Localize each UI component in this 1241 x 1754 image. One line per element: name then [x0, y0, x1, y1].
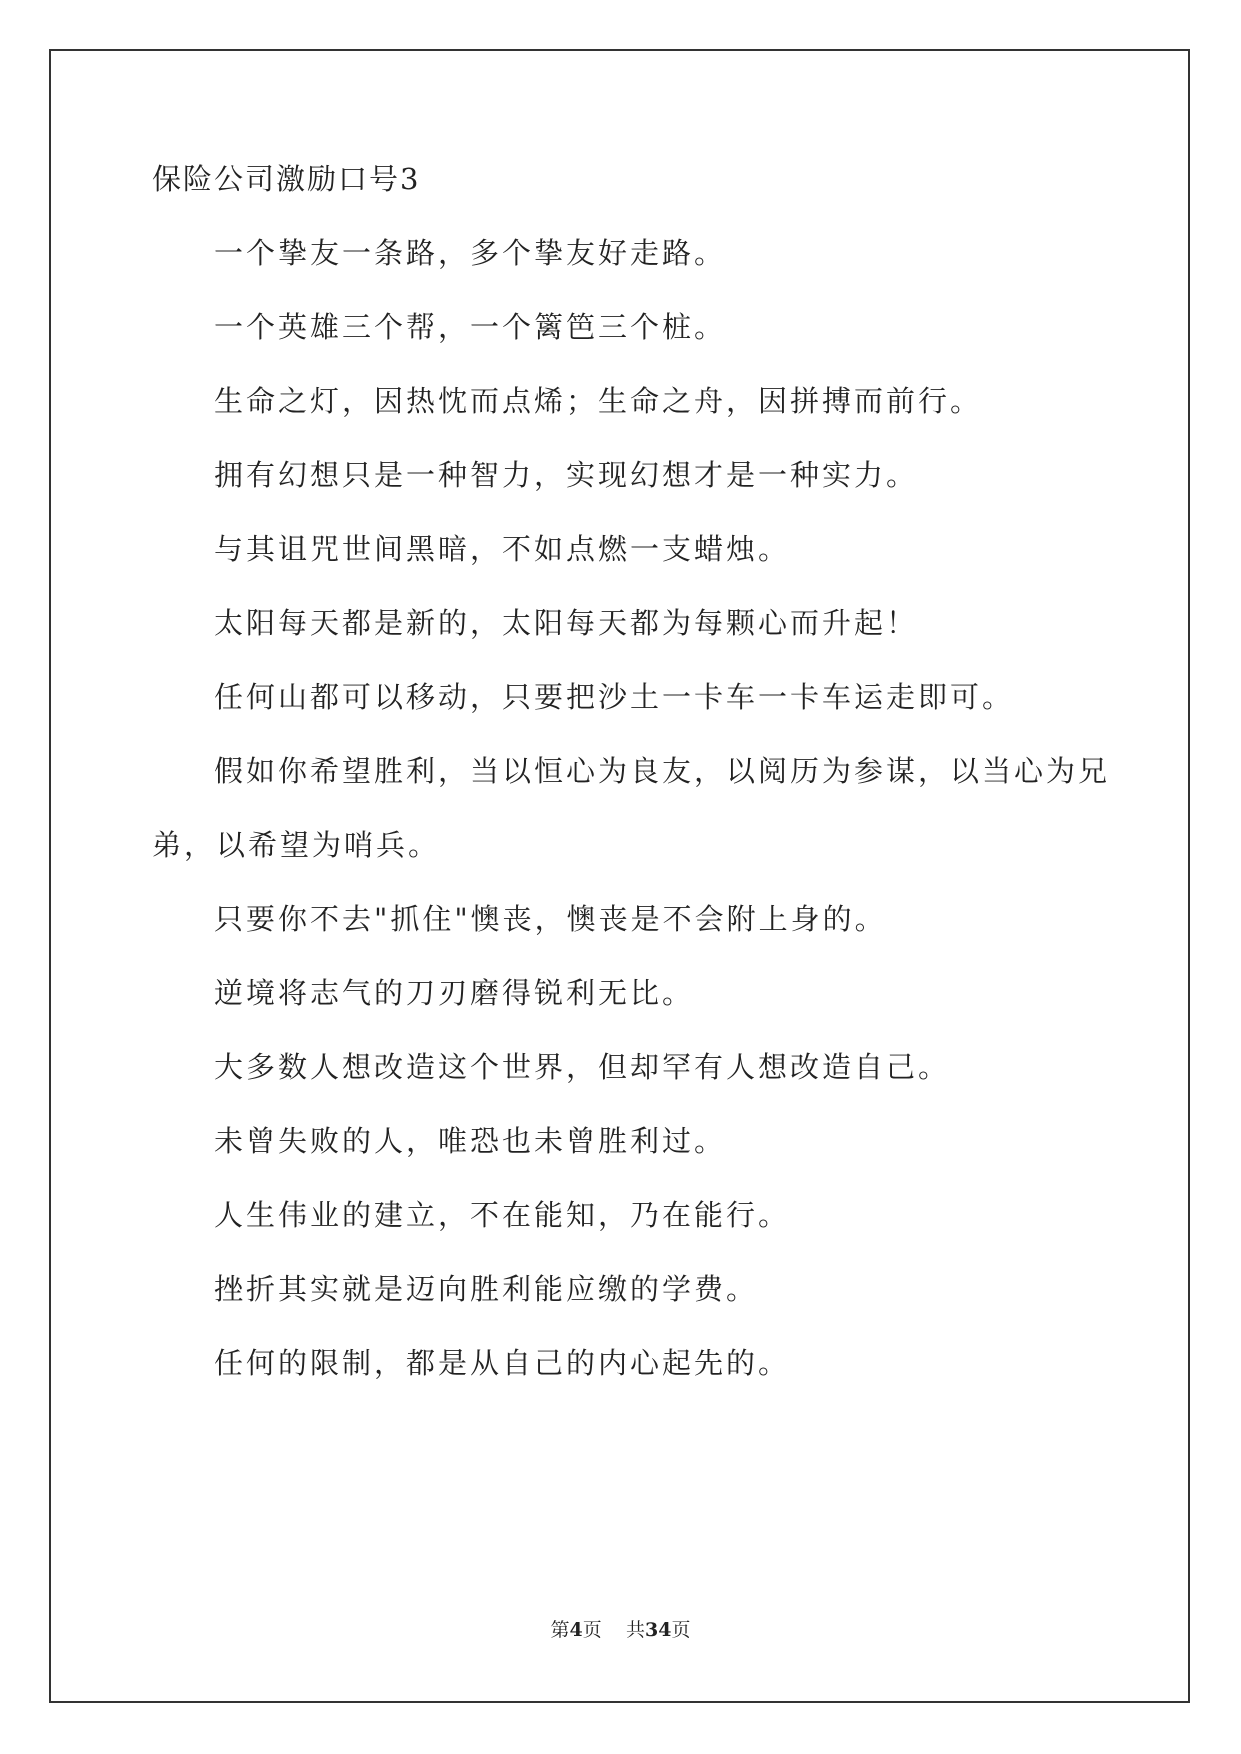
- text-line: 任何的限制，都是从自己的内心起先的。: [214, 1346, 791, 1380]
- text-line-continuation: 弟，以希望为哨兵。: [152, 828, 441, 862]
- page-border: [49, 49, 1190, 1703]
- text-line: 大多数人想改造这个世界，但却罕有人想改造自己。: [214, 1050, 951, 1084]
- text-line: 挫折其实就是迈向胜利能应缴的学费。: [214, 1272, 759, 1306]
- text-line: 太阳每天都是新的，太阳每天都为每颗心而升起！: [214, 606, 919, 640]
- document-title: 保险公司激励口号3: [152, 162, 421, 196]
- page-suffix: 页: [582, 1619, 602, 1641]
- text-line: 与其诅咒世间黑暗，不如点燃一支蜡烛。: [214, 532, 791, 566]
- page-prefix: 第: [550, 1619, 570, 1641]
- text-line: 任何山都可以移动，只要把沙土一卡车一卡车运走即可。: [214, 680, 1015, 714]
- text-line: 只要你不去"抓住"懊丧，懊丧是不会附上身的。: [214, 902, 887, 936]
- text-line: 假如你希望胜利，当以恒心为良友，以阅历为参谋，以当心为兄: [214, 754, 1111, 788]
- text-line: 人生伟业的建立，不在能知，乃在能行。: [214, 1198, 791, 1232]
- total-pages: 34: [644, 1619, 672, 1641]
- page-footer: [0, 1621, 1241, 1640]
- text-line: 一个挚友一条路，多个挚友好走路。: [214, 236, 727, 270]
- page-number: 4: [569, 1619, 583, 1641]
- text-line: 拥有幻想只是一种智力，实现幻想才是一种实力。: [214, 458, 919, 492]
- text-line: 一个英雄三个帮，一个篱笆三个桩。: [214, 310, 727, 344]
- total-suffix: 页: [671, 1619, 691, 1641]
- text-line: 未曾失败的人，唯恐也未曾胜利过。: [214, 1124, 727, 1158]
- total-prefix: 共: [625, 1619, 645, 1641]
- text-line: 生命之灯，因热忱而点烯；生命之舟，因拼搏而前行。: [214, 384, 983, 418]
- text-line: 逆境将志气的刀刃磨得锐利无比。: [214, 976, 695, 1010]
